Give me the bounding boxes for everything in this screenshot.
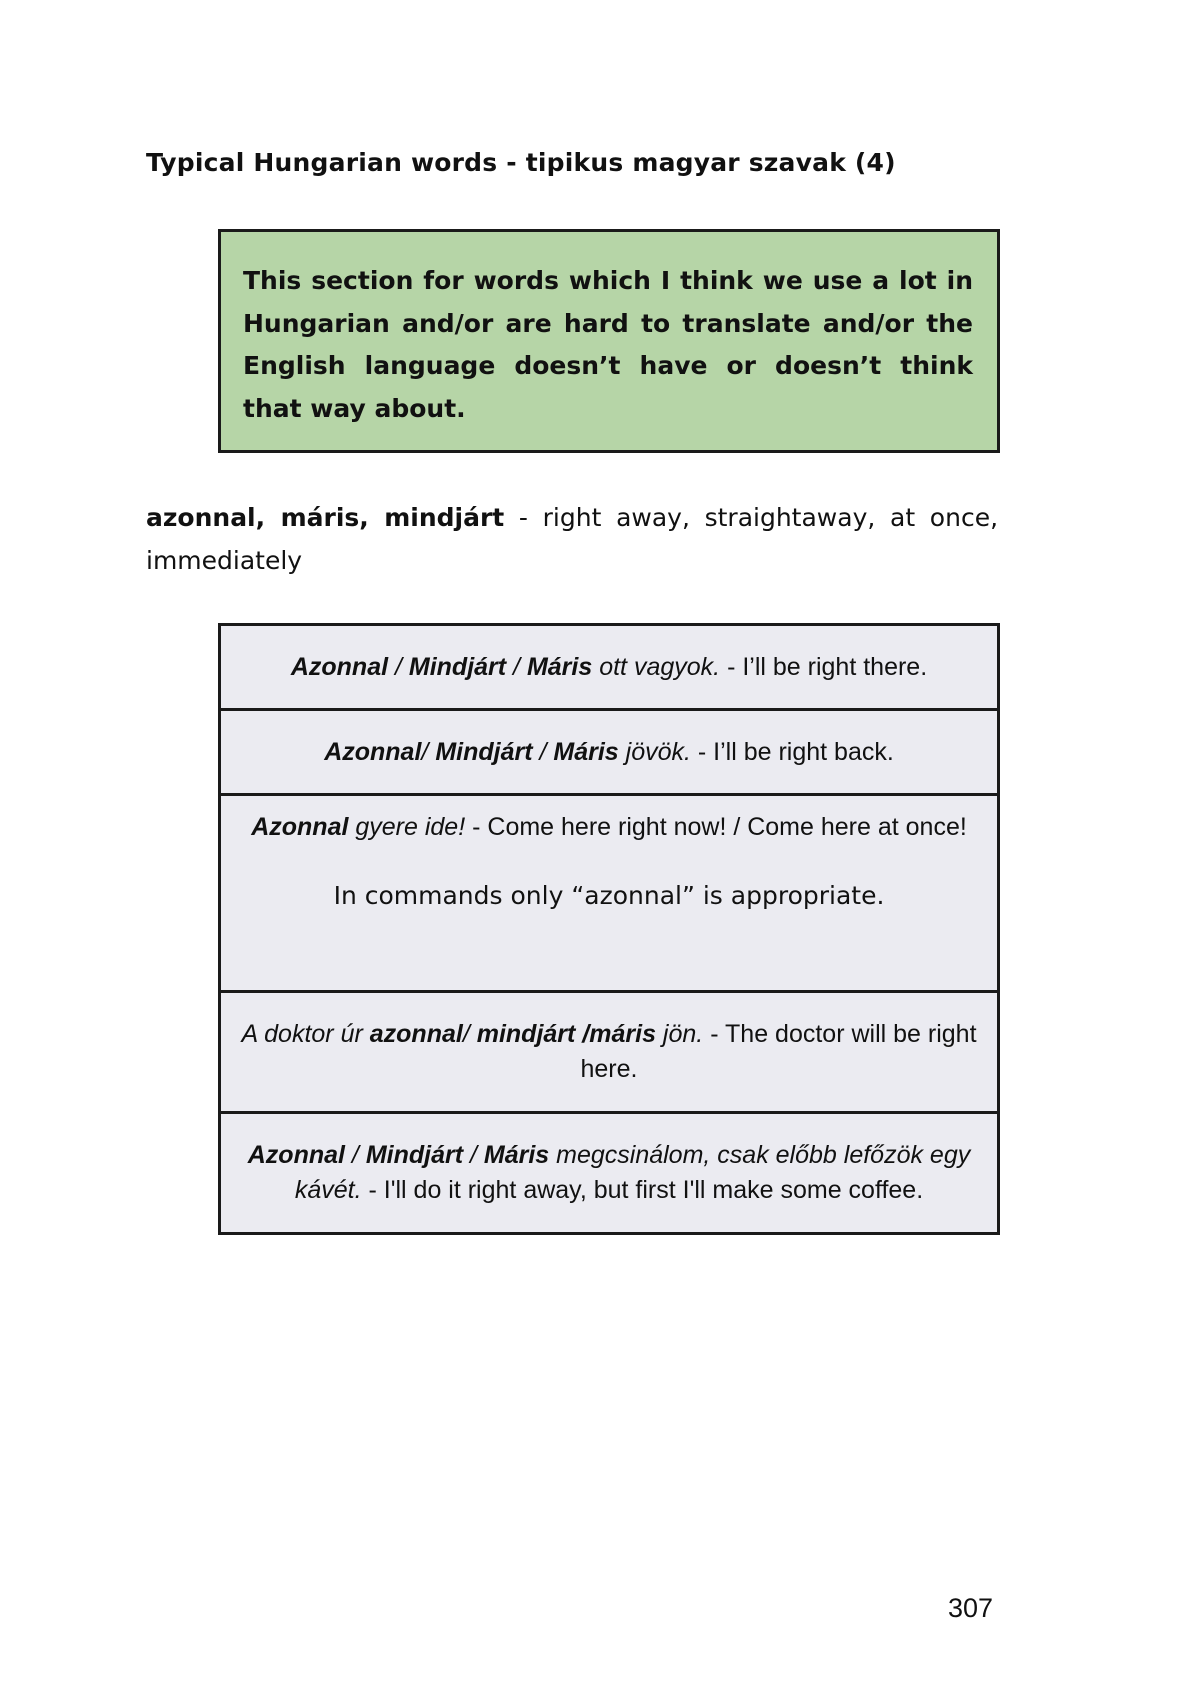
example-row	[221, 1111, 997, 1232]
slash: /	[388, 652, 409, 681]
example-row	[221, 990, 997, 1111]
keyword: Mindjárt	[408, 652, 507, 681]
hungarian-text: A doktor úr	[241, 1020, 370, 1048]
keyword: máris	[589, 1020, 656, 1048]
keyword: Máris	[526, 652, 593, 681]
english-translation: - I’ll be right back.	[690, 737, 894, 766]
hungarian-text: ott vagyok.	[592, 652, 721, 681]
usage-note: In commands only “azonnal” is appropriate.	[333, 881, 885, 910]
example-sentence	[239, 1138, 979, 1208]
slash: /	[575, 1020, 590, 1048]
note-text: This section for words which I think we use a lot in Hungarian and/or are hard to translate and/or the English language doesn’t have or doesn’t think that way about.	[243, 266, 973, 423]
keyword: Máris	[483, 1141, 550, 1169]
slash: /	[462, 1020, 477, 1048]
keyword: Azonnal	[290, 652, 389, 681]
english-translation: - The doctor will be right here.	[580, 1020, 977, 1083]
note-box	[218, 229, 1000, 453]
entry-separator: -	[504, 503, 543, 532]
page-title: Typical Hungarian words - tipikus magyar szavak (4)	[146, 148, 896, 177]
entry-headword: azonnal, máris, mindjárt	[146, 503, 505, 532]
keyword: Mindjárt	[435, 737, 533, 766]
vocabulary-entry	[146, 497, 998, 582]
english-translation: - I’ll be right there.	[720, 652, 928, 681]
example-row	[221, 793, 997, 990]
example-sentence	[239, 810, 979, 845]
example-row	[221, 708, 997, 793]
english-translation: - I'll do it right away, but first I'll make some coffee.	[361, 1176, 924, 1204]
example-row	[221, 626, 997, 708]
keyword: Mindjárt	[365, 1141, 464, 1169]
keyword: Azonnal	[247, 1141, 345, 1169]
entry-meaning: right away, straightaway, at once, immediately	[146, 503, 999, 575]
examples-table	[218, 623, 1000, 1235]
hungarian-text: jövök.	[618, 737, 691, 766]
slash: /	[506, 652, 527, 681]
keyword: Azonnal	[324, 737, 422, 766]
hungarian-text: jön.	[655, 1020, 704, 1048]
keyword: Azonnal	[251, 813, 349, 841]
keyword: Máris	[553, 737, 619, 766]
keyword: mindjárt	[476, 1020, 576, 1048]
slash: /	[344, 1141, 366, 1169]
example-sentence	[239, 735, 979, 770]
page-number: 307	[948, 1593, 994, 1623]
example-sentence	[239, 650, 979, 685]
slash: /	[532, 737, 554, 766]
slash: /	[463, 1141, 484, 1169]
slash: /	[421, 737, 436, 766]
keyword: azonnal	[369, 1020, 463, 1048]
english-translation: - Come here right now! / Come here at once!	[465, 813, 967, 841]
hungarian-text: megcsinálom, csak előbb lefőzök egy kávét.	[294, 1141, 971, 1204]
hungarian-text: gyere ide!	[348, 813, 466, 841]
example-sentence	[239, 1017, 979, 1087]
